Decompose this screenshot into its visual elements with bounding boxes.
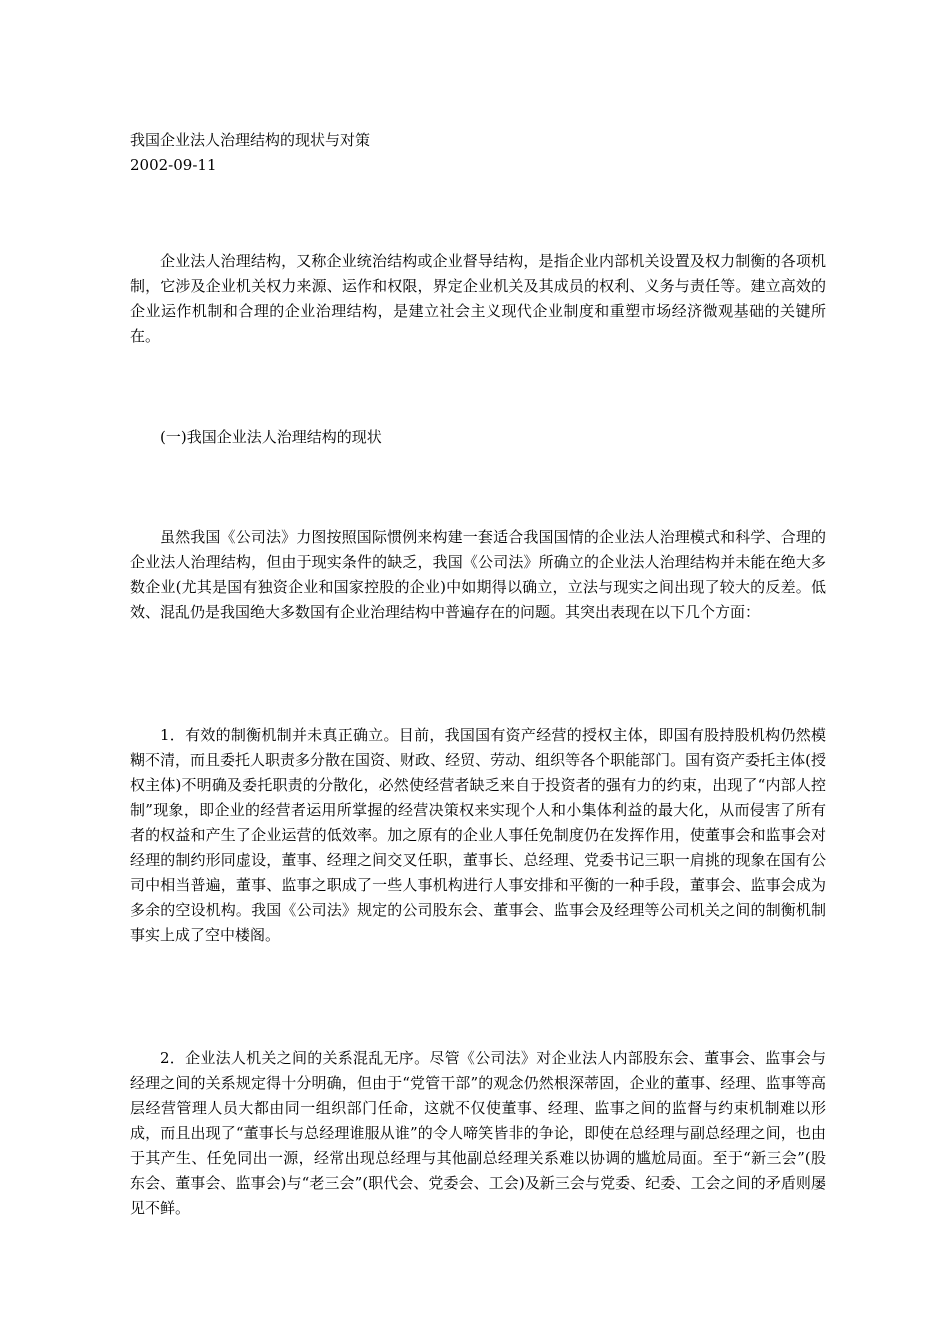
document-title: 我国企业法人治理结构的现状与对策 bbox=[130, 131, 371, 149]
section-heading: (一)我国企业法人治理结构的现状 bbox=[160, 428, 382, 446]
intro-paragraph: 企业法人治理结构，又称企业统治结构或企业督导结构，是指企业内部机关设置及权力制衡的各项机制，它涉及企业机关权力来源、运作和权限，界定企业机关及其成员的权利、义务与责任等。建立高效的企业运作机制和合理的企业治理结构，是建立社会主义现代企业制度和重塑市场经济微观基础的关键所在。 bbox=[130, 252, 826, 345]
point-2-paragraph: 2．企业法人机关之间的关系混乱无序。尽管《公司法》对企业法人内部股东会、董事会、监事会与经理之间的关系规定得十分明确，但由于“党管干部”的观念仍然根深蒂固，企业的董事、经理、监事等高层经营管理人员大都由同一组织部门任命，这就不仅使董事、经理、监事之间的监督与约束机制难以形成，而且出现了“董事长与总经理谁服从谁”的令人啼笑皆非的争论，即使在总经理与副总经理之间，也由于其产生、任免同出一源，经常出现总经理与其他副总经理关系难以协调的尴尬局面。至于“新三会”(股东会、董事会、监事会)与“老三会”(职代会、党委会、工会)及新三会与党委、纪委、工会之间的矛盾则屡见不鲜。 bbox=[130, 1049, 826, 1217]
point-1-paragraph: 1．有效的制衡机制并未真正确立。目前，我国国有资产经营的授权主体，即国有股持股机构仍然模糊不清，而且委托人职责多分散在国资、财政、经贸、劳动、组织等各个职能部门。国有资产委托主体(授权主体)不明确及委托职责的分散化，必然使经营者缺乏来自于投资者的强有力的约束，出现了“内部人控制”现象，即企业的经营者运用所掌握的经营决策权来实现个人和小集体利益的最大化，从而侵害了所有者的权益和产生了企业运营的低效率。加之原有的企业人事任免制度仍在发挥作用，使董事会和监事会对经理的制约形同虚设，董事、经理之间交叉任职，董事长、总经理、党委书记三职一肩挑的现象在国有公司中相当普遍，董事、监事之职成了一些人事机构进行人事安排和平衡的一种手段，董事会、监事会成为多余的空设机构。我国《公司法》规定的公司股东会、董事会、监事会及经理等公司机关之间的制衡机制事实上成了空中楼阁。 bbox=[130, 726, 826, 944]
current-status-paragraph: 虽然我国《公司法》力图按照国际惯例来构建一套适合我国国情的企业法人治理模式和科学、合理的企业法人治理结构，但由于现实条件的缺乏，我国《公司法》所确立的企业法人治理结构并未能在绝大多数企业(尤其是国有独资企业和国家控股的企业)中如期得以确立，立法与现实之间出现了较大的反差。低效、混乱仍是我国绝大多数国有企业治理结构中普遍存在的问题。其突出表现在以下几个方面： bbox=[130, 528, 826, 621]
document-header bbox=[130, 128, 830, 178]
document-date: 2002-09-11 bbox=[130, 156, 217, 174]
